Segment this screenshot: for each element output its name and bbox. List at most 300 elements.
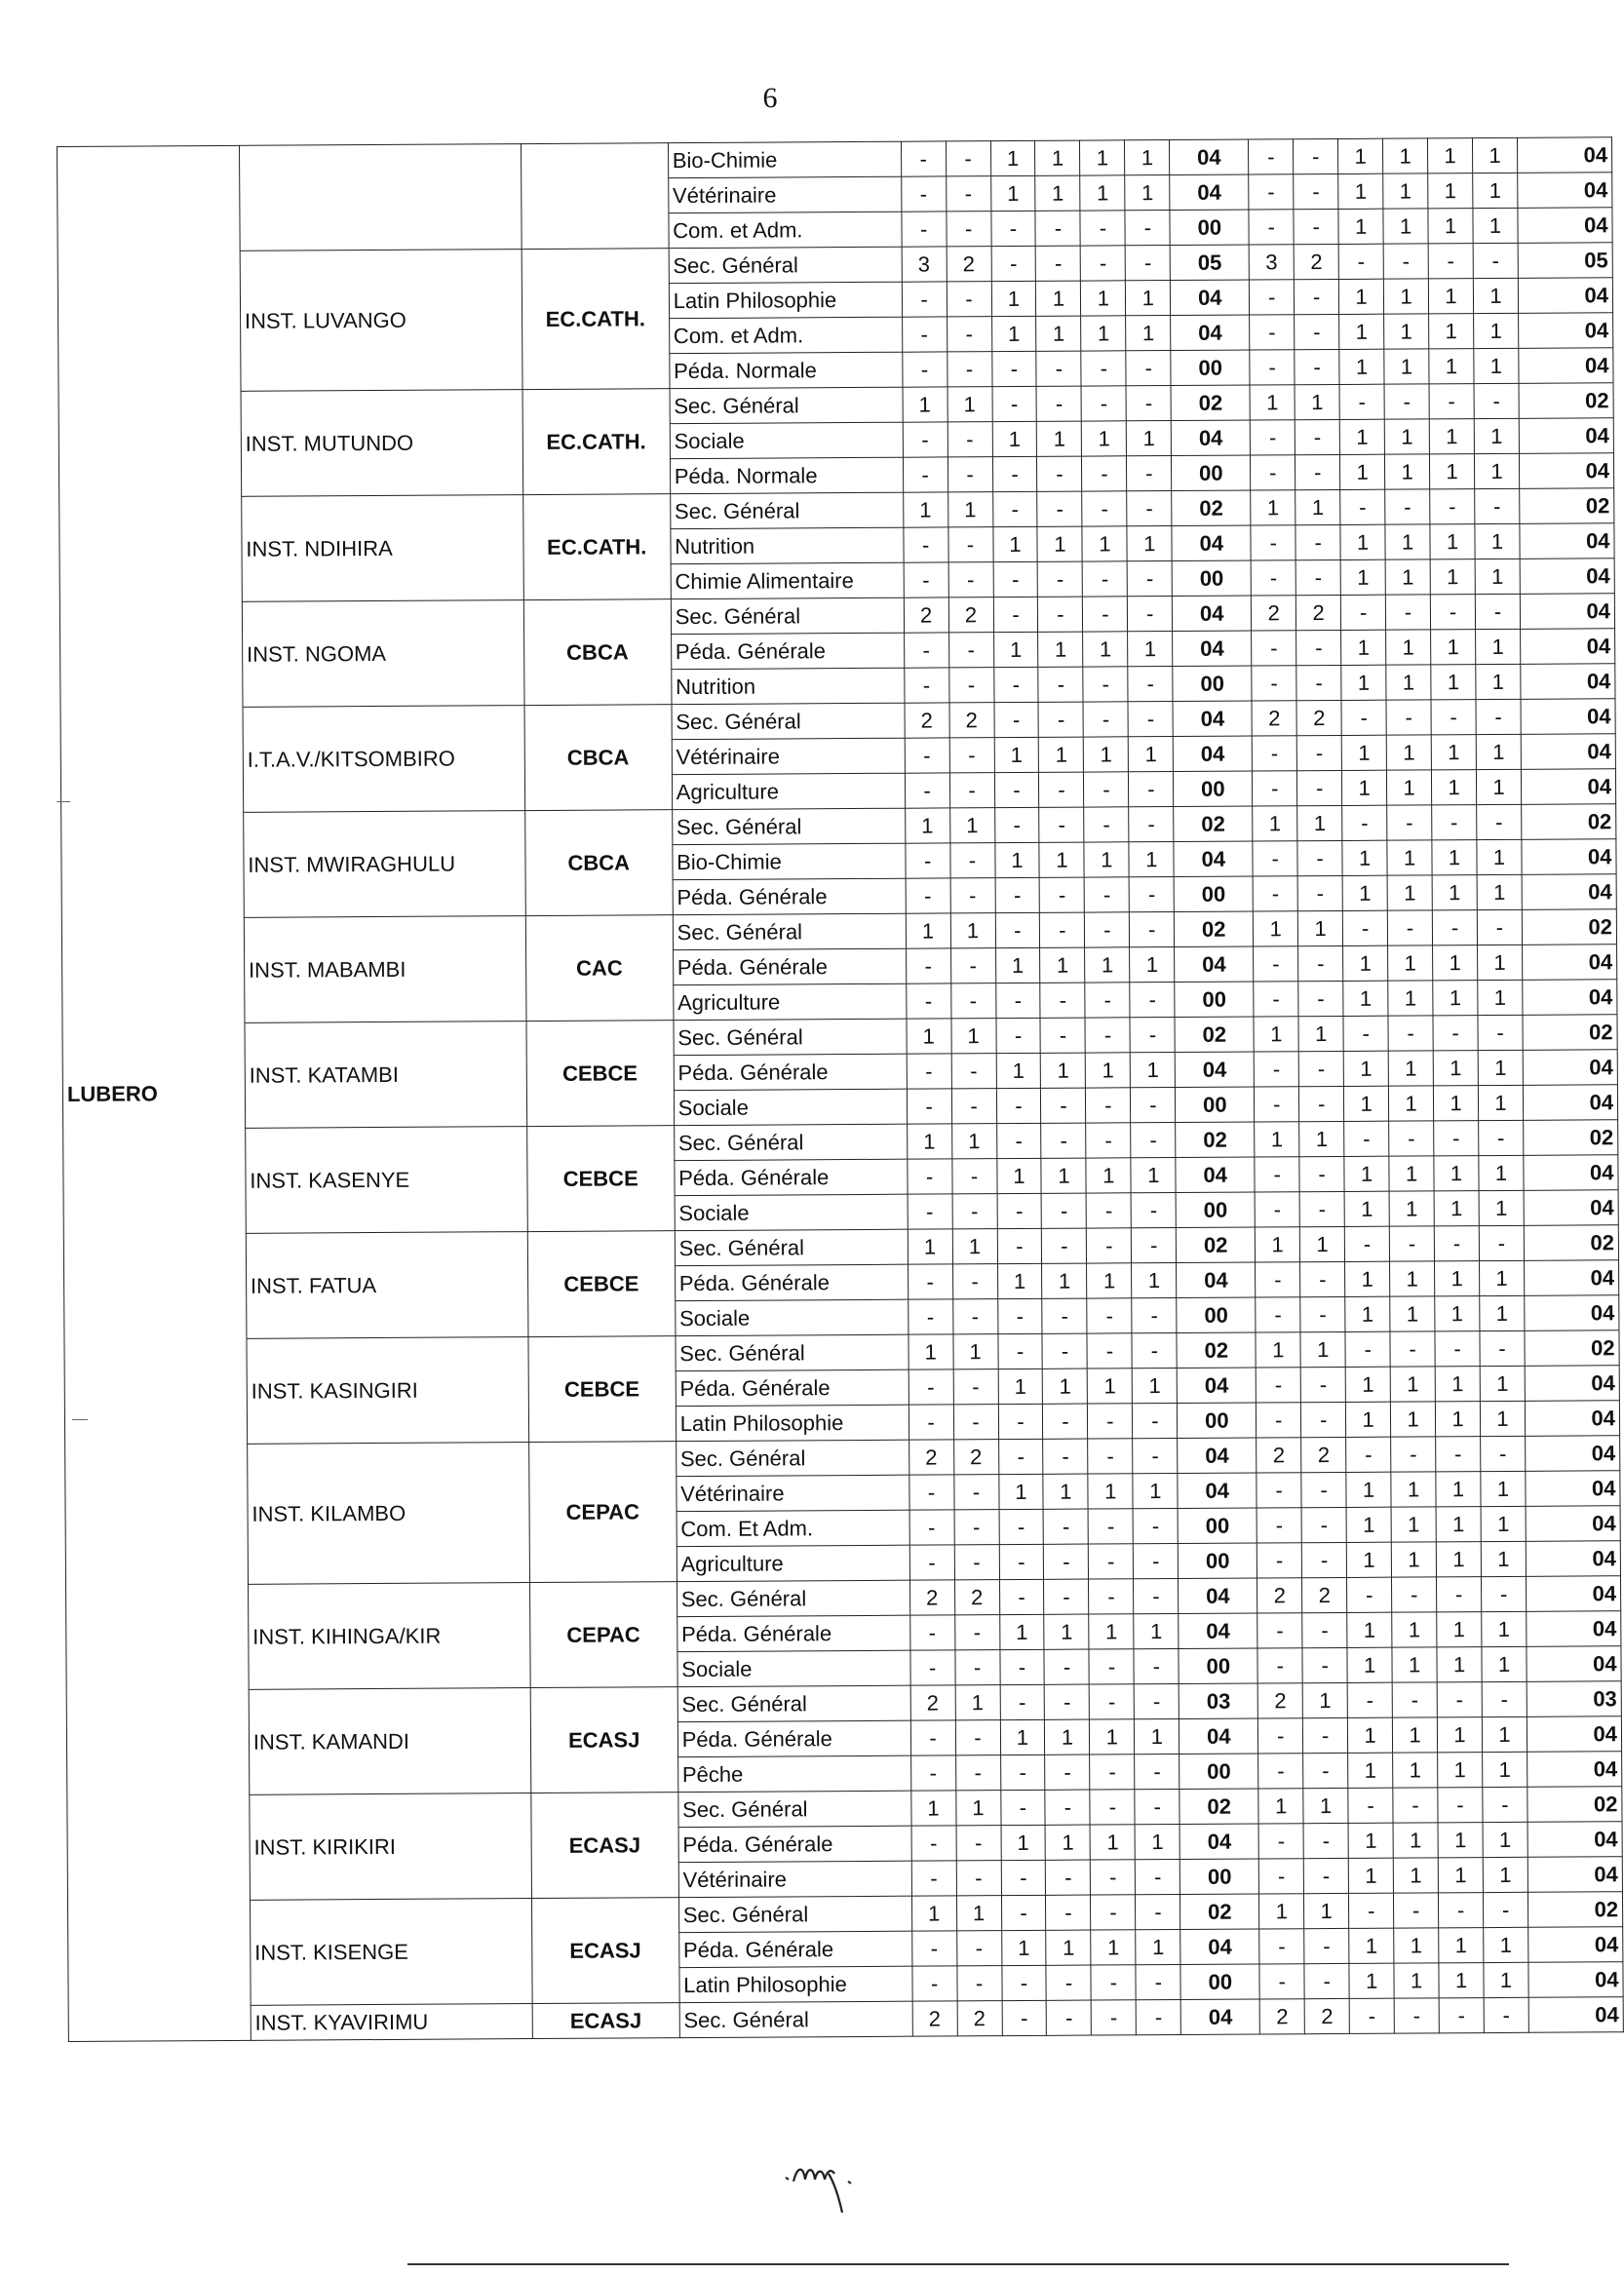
subtotal-cell: 02: [1172, 490, 1251, 525]
count-cell: 1: [1383, 174, 1428, 209]
count-cell: -: [950, 948, 995, 983]
count-cell: -: [1129, 772, 1174, 807]
count-cell: 1: [1343, 1051, 1388, 1086]
count-cell: -: [992, 456, 1037, 491]
section-cell: Sec. Général: [677, 1580, 909, 1616]
count-cell: -: [1339, 384, 1384, 419]
school-name-cell: INST. MUTUNDO: [241, 390, 523, 497]
count-cell: 1: [1001, 1825, 1046, 1860]
count-cell: 1: [1132, 1263, 1177, 1298]
subtotal-cell: 00: [1174, 771, 1253, 806]
count-cell: 1: [906, 913, 950, 948]
count-cell: 1: [1085, 947, 1130, 983]
school-name-cell: INST. KAMANDI: [249, 1688, 531, 1795]
total-cell: 04: [1517, 137, 1611, 174]
total-cell: 03: [1527, 1681, 1621, 1717]
count-cell: 1: [1435, 1261, 1480, 1296]
count-cell: 1: [1473, 278, 1518, 313]
section-cell: Chimie Alimentaire: [671, 562, 904, 598]
count-cell: 1: [1342, 875, 1387, 910]
regime-cell: CAC: [525, 915, 674, 1022]
count-cell: 1: [1389, 1156, 1434, 1191]
subtotal-cell: 00: [1180, 1859, 1259, 1894]
count-cell: 1: [1080, 140, 1125, 175]
count-cell: -: [948, 562, 993, 598]
count-cell: -: [1257, 1543, 1302, 1578]
section-cell: Sec. Général: [671, 598, 904, 634]
count-cell: -: [1296, 735, 1341, 770]
count-cell: 1: [903, 492, 947, 527]
count-cell: -: [1299, 1156, 1344, 1191]
count-cell: -: [954, 1510, 999, 1545]
count-cell: -: [909, 1475, 953, 1510]
count-cell: 2: [1294, 244, 1338, 279]
total-cell: 04: [1519, 313, 1613, 349]
count-cell: 2: [910, 1685, 955, 1720]
count-cell: 1: [1339, 314, 1384, 349]
subtotal-cell: 00: [1179, 1543, 1257, 1578]
count-cell: -: [947, 352, 991, 387]
subtotal-cell: 00: [1180, 1964, 1259, 1999]
count-cell: 1: [1130, 947, 1175, 983]
count-cell: -: [1251, 455, 1295, 490]
count-cell: -: [1302, 1612, 1347, 1647]
subtotal-cell: 04: [1171, 315, 1250, 350]
count-cell: 1: [949, 808, 994, 843]
count-cell: 1: [1349, 1928, 1394, 1963]
count-cell: -: [1255, 1157, 1299, 1192]
count-cell: -: [1296, 665, 1341, 700]
total-cell: 04: [1524, 1155, 1618, 1191]
count-cell: -: [1257, 1613, 1302, 1648]
count-cell: 1: [1482, 1716, 1527, 1752]
count-cell: -: [1128, 667, 1173, 702]
count-cell: 1: [947, 492, 992, 527]
count-cell: -: [1299, 1191, 1344, 1226]
school-name-cell: I.T.A.V./KITSOMBIRO: [243, 706, 525, 813]
total-cell: 04: [1526, 1576, 1620, 1612]
count-cell: -: [1259, 1964, 1304, 1999]
count-cell: 1: [1429, 349, 1474, 384]
subtotal-cell: 05: [1170, 245, 1249, 280]
count-cell: 1: [1345, 1261, 1390, 1296]
count-cell: 1: [1091, 1930, 1136, 1965]
subtotal-cell: 04: [1178, 1438, 1257, 1473]
count-cell: -: [1344, 1226, 1389, 1261]
count-cell: 1: [1433, 1086, 1478, 1121]
count-cell: 1: [910, 1791, 955, 1826]
count-cell: 1: [1082, 526, 1127, 561]
count-cell: -: [1480, 1330, 1525, 1366]
count-cell: 1: [1394, 1928, 1439, 1963]
subtotal-cell: 00: [1173, 666, 1252, 701]
count-cell: 2: [1296, 595, 1341, 630]
count-cell: 1: [1126, 281, 1171, 316]
section-cell: Péda. Normale: [670, 457, 903, 493]
count-cell: -: [1249, 210, 1294, 245]
count-cell: 2: [957, 2001, 1002, 2036]
count-cell: -: [1042, 1193, 1087, 1228]
count-cell: 1: [1384, 314, 1429, 349]
count-cell: 3: [902, 247, 947, 282]
count-cell: -: [1295, 419, 1339, 454]
count-cell: -: [1391, 1437, 1436, 1472]
count-cell: -: [1002, 2000, 1047, 2035]
count-cell: 1: [1383, 209, 1428, 244]
count-cell: 1: [1389, 1191, 1434, 1226]
count-cell: 2: [1257, 1683, 1302, 1718]
regime-cell: [521, 143, 669, 250]
subtotal-cell: 04: [1175, 946, 1254, 982]
count-cell: -: [1389, 1226, 1434, 1261]
count-cell: -: [903, 457, 947, 492]
count-cell: 1: [1479, 1155, 1524, 1190]
count-cell: 1: [1388, 981, 1433, 1016]
count-cell: 2: [1252, 701, 1296, 736]
count-cell: 1: [1089, 1614, 1134, 1649]
count-cell: -: [1089, 1544, 1134, 1579]
regime-cell: ECASJ: [531, 1793, 679, 1899]
count-cell: 1: [1438, 1753, 1483, 1788]
count-cell: -: [1036, 351, 1081, 386]
count-cell: -: [949, 738, 994, 773]
count-cell: 1: [905, 808, 949, 843]
count-cell: -: [1341, 700, 1386, 735]
count-cell: -: [1303, 1823, 1348, 1858]
count-cell: -: [1000, 1754, 1045, 1790]
count-cell: 1: [1295, 489, 1340, 524]
count-cell: -: [1259, 1929, 1304, 1964]
count-cell: -: [1251, 525, 1295, 560]
count-cell: -: [1300, 1367, 1345, 1402]
count-cell: 1: [1434, 1191, 1479, 1226]
count-cell: 2: [909, 1580, 954, 1615]
count-cell: 1: [1341, 665, 1386, 700]
section-cell: Sec. Général: [678, 1896, 911, 1932]
count-cell: 1: [1299, 1226, 1344, 1261]
count-cell: 1: [1041, 1053, 1086, 1088]
section-cell: Pêche: [677, 1755, 910, 1792]
count-cell: -: [906, 878, 950, 913]
count-cell: -: [1385, 595, 1430, 630]
count-cell: -: [992, 386, 1037, 421]
count-cell: -: [1390, 1331, 1435, 1367]
count-cell: -: [997, 1298, 1042, 1333]
count-cell: 1: [1390, 1296, 1435, 1331]
count-cell: 1: [1131, 1158, 1176, 1193]
count-cell: 1: [1041, 1158, 1086, 1193]
total-cell: 04: [1519, 348, 1613, 384]
count-cell: 1: [1043, 1369, 1088, 1404]
count-cell: 1: [1338, 174, 1383, 209]
count-cell: 1: [1391, 1542, 1436, 1577]
total-cell: 04: [1528, 1962, 1623, 1998]
count-cell: -: [1385, 489, 1430, 524]
subtotal-cell: 04: [1173, 631, 1252, 666]
count-cell: 1: [1340, 454, 1385, 489]
section-cell: Sociale: [675, 1299, 908, 1335]
count-cell: -: [1038, 702, 1083, 737]
subtotal-cell: 02: [1177, 1227, 1256, 1262]
count-cell: 1: [991, 281, 1036, 316]
count-cell: 1: [1478, 1085, 1523, 1120]
page-number: 6: [762, 82, 778, 114]
count-cell: 1: [997, 1263, 1042, 1298]
count-cell: 1: [1384, 349, 1429, 384]
count-cell: 1: [1430, 559, 1475, 595]
count-cell: -: [1081, 246, 1126, 281]
count-cell: -: [1439, 1998, 1484, 2033]
count-cell: -: [1394, 1893, 1439, 1928]
count-cell: 1: [1083, 632, 1128, 667]
count-cell: 1: [1437, 1612, 1482, 1647]
count-cell: 1: [1299, 1121, 1344, 1156]
count-cell: -: [1250, 350, 1295, 385]
count-cell: -: [996, 1088, 1041, 1123]
count-cell: -: [1088, 1509, 1133, 1544]
count-cell: -: [1295, 524, 1340, 559]
count-cell: 1: [1439, 1963, 1484, 1998]
section-cell: Péda. Générale: [678, 1931, 911, 1967]
count-cell: -: [910, 1650, 955, 1685]
count-cell: 1: [1086, 1158, 1131, 1193]
count-cell: -: [905, 843, 949, 878]
count-cell: -: [990, 211, 1035, 246]
subtotal-cell: 02: [1177, 1332, 1256, 1368]
subtotal-cell: 02: [1175, 911, 1254, 946]
count-cell: -: [1300, 1261, 1345, 1296]
count-cell: -: [950, 878, 995, 913]
subtotal-cell: 00: [1170, 210, 1249, 245]
count-cell: -: [1081, 351, 1126, 386]
count-cell: 1: [1038, 632, 1083, 667]
section-cell: Bio-Chimie: [673, 843, 906, 879]
total-cell: 04: [1527, 1857, 1622, 1893]
count-cell: -: [1254, 1052, 1298, 1087]
count-cell: 1: [1434, 1156, 1479, 1191]
count-cell: -: [1348, 1788, 1393, 1823]
count-cell: -: [998, 1404, 1043, 1439]
count-cell: 1: [1346, 1507, 1391, 1542]
count-cell: 1: [1477, 874, 1522, 909]
count-cell: -: [1132, 1333, 1177, 1369]
subtotal-cell: 00: [1178, 1508, 1257, 1543]
total-cell: 04: [1527, 1646, 1621, 1682]
total-cell: 04: [1520, 559, 1614, 595]
section-cell: Com. et Adm.: [669, 317, 902, 353]
count-cell: -: [1484, 1997, 1528, 2032]
count-cell: -: [1126, 386, 1171, 421]
count-cell: 1: [1338, 209, 1383, 244]
section-cell: Péda. Générale: [673, 878, 906, 914]
section-cell: Vétérinaire: [668, 176, 901, 212]
footer-rule: [407, 2263, 1509, 2265]
count-cell: 2: [905, 703, 949, 738]
count-cell: -: [904, 527, 948, 562]
count-cell: 1: [1133, 1473, 1178, 1508]
count-cell: -: [1481, 1436, 1526, 1471]
total-cell: 04: [1524, 1260, 1618, 1296]
count-cell: -: [1001, 1965, 1046, 2000]
count-cell: -: [1046, 1965, 1091, 2000]
subtotal-cell: 04: [1180, 1999, 1259, 2034]
count-cell: 1: [1131, 1053, 1176, 1088]
count-cell: -: [1086, 1123, 1131, 1158]
regime-cell: CEBCE: [526, 1126, 675, 1232]
section-cell: Péda. Générale: [675, 1264, 908, 1300]
total-cell: 05: [1518, 243, 1612, 279]
count-cell: -: [1089, 1579, 1134, 1614]
subtotal-cell: 00: [1176, 1087, 1255, 1122]
count-cell: -: [1298, 945, 1343, 981]
count-cell: 1: [1080, 175, 1125, 211]
count-cell: 2: [909, 1440, 953, 1475]
count-cell: -: [999, 1649, 1044, 1684]
count-cell: -: [994, 772, 1039, 807]
count-cell: 1: [1386, 665, 1431, 700]
count-cell: -: [1393, 1788, 1438, 1823]
count-cell: -: [906, 983, 950, 1019]
total-cell: 04: [1518, 278, 1612, 314]
count-cell: -: [1134, 1648, 1179, 1683]
count-cell: 1: [1256, 1227, 1300, 1262]
count-cell: -: [1347, 1682, 1392, 1717]
count-cell: -: [1083, 561, 1128, 597]
section-cell: Latin Philosophie: [669, 282, 902, 318]
district-cell: LUBERO: [58, 145, 251, 2041]
subtotal-cell: 04: [1170, 139, 1249, 174]
count-cell: -: [946, 212, 990, 247]
count-cell: 1: [1254, 911, 1298, 946]
count-cell: 1: [1346, 1542, 1391, 1577]
section-cell: Vétérinaire: [677, 1475, 909, 1511]
regime-cell: EC.CATH.: [522, 494, 671, 600]
count-cell: -: [952, 1264, 997, 1299]
section-cell: Vétérinaire: [672, 738, 905, 774]
count-cell: -: [1131, 1123, 1176, 1158]
count-cell: -: [1088, 1439, 1133, 1474]
count-cell: 1: [1045, 1719, 1090, 1754]
count-cell: -: [946, 176, 990, 212]
section-cell: Sec. Général: [670, 387, 903, 423]
regime-cell: CBCA: [523, 599, 672, 706]
margin-mark: [72, 1419, 88, 1420]
count-cell: -: [1041, 1123, 1086, 1158]
count-cell: 1: [1259, 1894, 1304, 1929]
subtotal-cell: 04: [1180, 1929, 1259, 1964]
count-cell: 1: [951, 1124, 996, 1159]
total-cell: 04: [1527, 1611, 1621, 1647]
school-name-cell: INST. KIRIKIRI: [250, 1793, 532, 1901]
count-cell: -: [1250, 280, 1295, 315]
count-cell: 1: [1250, 385, 1295, 420]
total-cell: 02: [1519, 383, 1613, 419]
count-cell: 1: [1435, 1296, 1480, 1331]
count-cell: -: [1257, 1508, 1301, 1543]
count-cell: -: [1297, 840, 1342, 875]
count-cell: 1: [1035, 175, 1080, 211]
count-cell: -: [999, 1544, 1044, 1579]
count-cell: 1: [1253, 806, 1297, 841]
count-cell: 1: [1433, 1051, 1478, 1086]
count-cell: -: [1251, 560, 1295, 596]
count-cell: 1: [1435, 1367, 1480, 1402]
count-cell: -: [1439, 1893, 1484, 1928]
count-cell: 1: [1484, 1927, 1528, 1962]
count-cell: -: [1130, 1018, 1175, 1053]
section-cell: Com. et Adm.: [669, 212, 902, 248]
count-cell: 1: [1481, 1541, 1526, 1576]
count-cell: 1: [990, 175, 1035, 211]
total-cell: 02: [1527, 1787, 1622, 1823]
count-cell: -: [1038, 561, 1083, 597]
count-cell: -: [1255, 1192, 1299, 1227]
count-cell: -: [1301, 1507, 1346, 1542]
count-cell: -: [951, 1054, 996, 1089]
count-cell: 1: [998, 1474, 1043, 1509]
count-cell: -: [1084, 772, 1129, 807]
count-cell: 1: [1344, 1086, 1389, 1121]
section-cell: Sec. Général: [679, 2001, 912, 2037]
count-cell: -: [956, 1931, 1001, 1966]
count-cell: -: [909, 1545, 954, 1580]
count-cell: 1: [1348, 1717, 1393, 1753]
count-cell: -: [1301, 1472, 1346, 1507]
count-cell: 1: [1133, 1369, 1178, 1404]
section-cell: Sec. Général: [675, 1229, 908, 1265]
count-cell: 1: [1480, 1366, 1525, 1401]
count-cell: -: [1137, 1999, 1181, 2034]
count-cell: -: [1295, 349, 1339, 384]
school-name-cell: INST. KYAVIRIMU: [251, 2004, 532, 2041]
count-cell: 1: [1431, 735, 1476, 770]
count-cell: 1: [947, 387, 992, 422]
section-cell: Latin Philosophie: [676, 1405, 909, 1441]
total-cell: 04: [1527, 1716, 1621, 1753]
count-cell: -: [1344, 1121, 1389, 1156]
count-cell: 1: [1349, 1963, 1394, 1998]
count-cell: -: [1258, 1824, 1303, 1859]
regime-cell: CEPAC: [529, 1582, 677, 1688]
count-cell: 1: [1474, 313, 1519, 348]
count-cell: -: [1136, 1894, 1180, 1929]
count-cell: -: [912, 1966, 957, 2001]
count-cell: -: [1295, 454, 1340, 489]
count-cell: -: [995, 912, 1040, 947]
count-cell: 1: [1339, 419, 1384, 454]
count-cell: 1: [1254, 1017, 1298, 1052]
count-cell: -: [1483, 1892, 1527, 1927]
total-cell: 02: [1524, 1120, 1618, 1156]
regime-cell: CEBCE: [527, 1231, 676, 1337]
count-cell: 2: [1257, 1438, 1301, 1473]
count-cell: 1: [1430, 524, 1475, 559]
count-cell: -: [954, 1545, 999, 1580]
grid-body: [58, 137, 1624, 2042]
count-cell: 1: [1389, 1086, 1434, 1121]
count-cell: -: [1125, 211, 1170, 246]
count-cell: 1: [1341, 630, 1386, 665]
school-name-cell: INST. KIHINGA/KIR: [248, 1583, 530, 1690]
count-cell: -: [1087, 1193, 1132, 1228]
count-cell: 1: [994, 842, 1039, 877]
count-cell: -: [1252, 666, 1296, 701]
school-name-cell: INST. LUVANGO: [240, 250, 522, 392]
count-cell: -: [902, 282, 947, 317]
count-cell: -: [1131, 1088, 1176, 1123]
count-cell: -: [1130, 983, 1175, 1018]
count-cell: -: [1040, 1018, 1085, 1053]
